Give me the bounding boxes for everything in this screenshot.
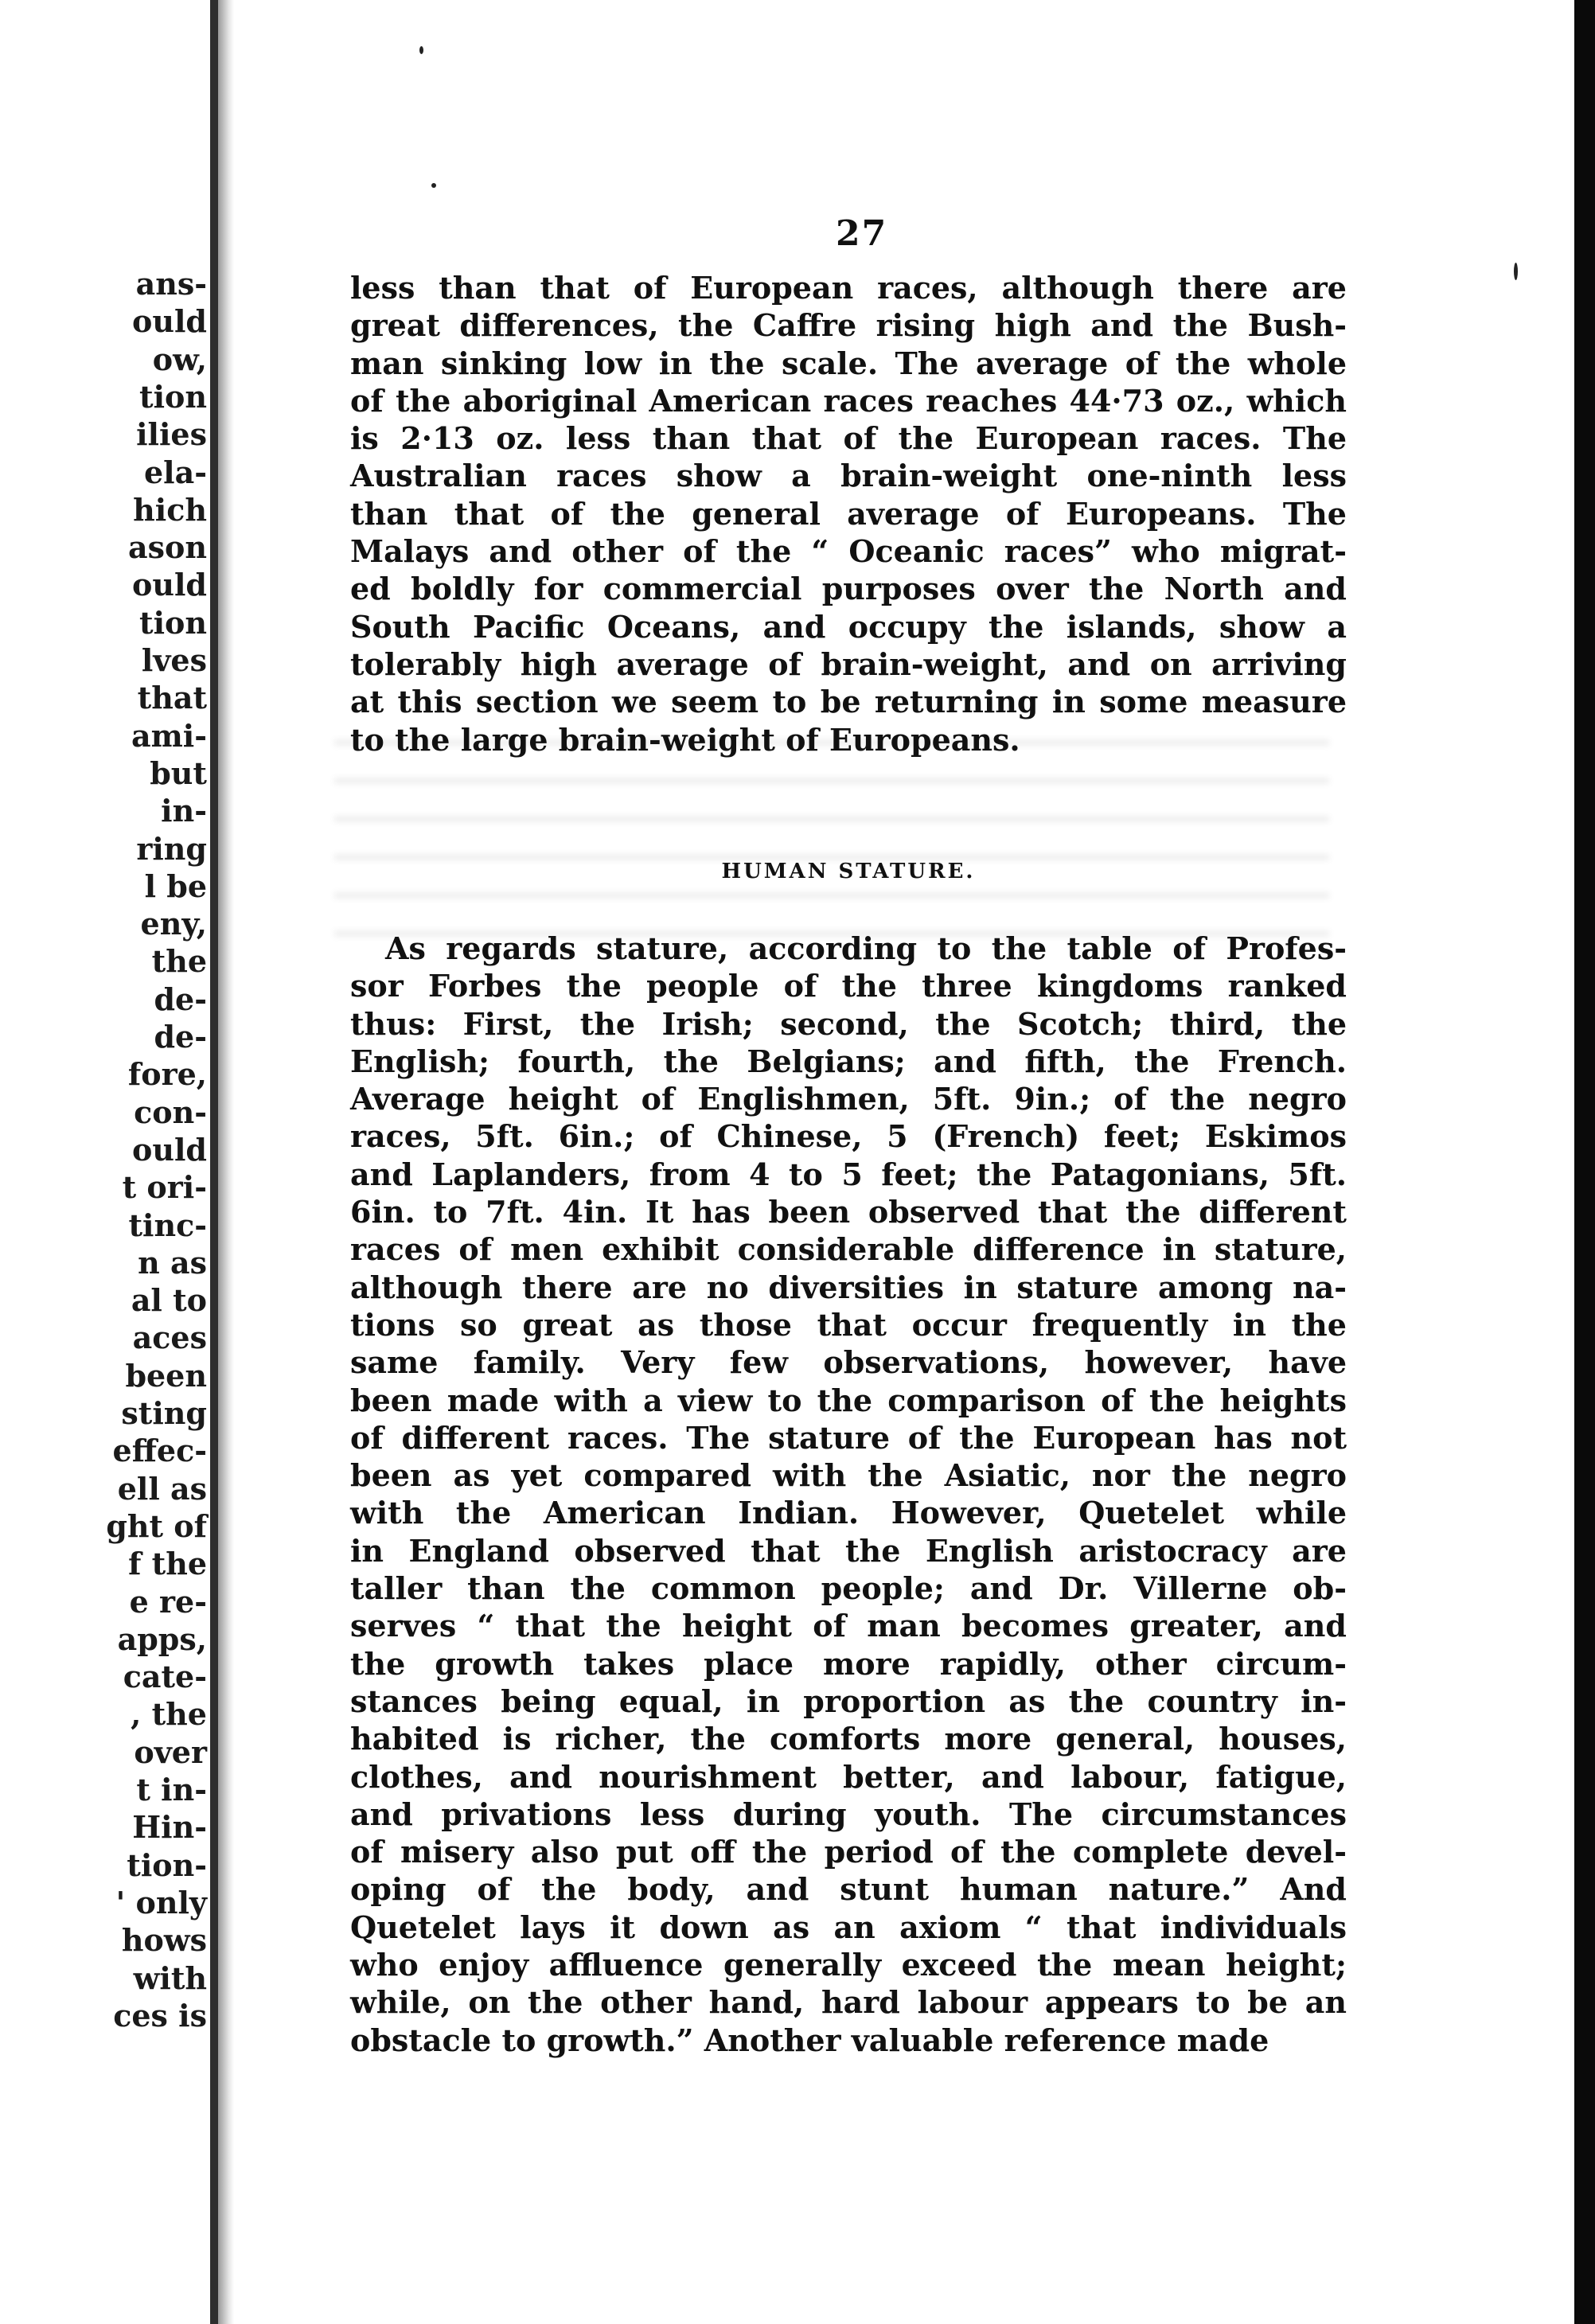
paragraph-brain-weight <box>350 269 1347 758</box>
book-gutter <box>210 0 218 2324</box>
facing-page-line: ow, <box>152 341 207 377</box>
facing-page-line: lves <box>141 642 207 678</box>
gutter-shading <box>218 0 234 2324</box>
facing-page-line: aces <box>132 1320 207 1356</box>
facing-page-line: hows <box>121 1922 207 1959</box>
text-line: than that of the general average of Europeans. The <box>350 495 1347 532</box>
text-line: less than that of European races, although there are <box>350 270 1347 306</box>
facing-page-line: hich <box>133 491 207 528</box>
text-line: taller than the common people; and Dr. Villerne ob- <box>350 1570 1347 1607</box>
facing-page-line: con- <box>134 1094 207 1130</box>
facing-page-line: ring <box>136 830 207 867</box>
text-line: in England observed that the English aristocracy are <box>350 1532 1347 1569</box>
facing-page-line: ami- <box>131 717 207 754</box>
text-line: is 2·13 oz. less than that of the European races. The <box>350 420 1347 457</box>
facing-page-line: al to <box>131 1282 207 1319</box>
facing-page-line: tinc- <box>128 1207 207 1243</box>
facing-page-line: over <box>134 1733 207 1770</box>
text-line: at this section we seem to be returning in some measure <box>350 684 1347 720</box>
text-line: great differences, the Caffre rising high and the Bush- <box>350 307 1347 344</box>
facing-page-fragment <box>0 0 210 2324</box>
text-line: obstacle to growth.” Another valuable reference made <box>350 2022 1269 2058</box>
facing-page-line: t ori- <box>122 1169 207 1206</box>
facing-page-line: Hin- <box>132 1809 207 1846</box>
text-line: man sinking low in the scale. The average of the whole <box>350 345 1347 381</box>
text-line: been made with a view to the comparison of the heights <box>350 1382 1347 1418</box>
page-number: 27 <box>836 213 888 254</box>
page-body <box>350 269 1347 2058</box>
facing-page-line: de- <box>154 981 207 1017</box>
facing-page-line: ason <box>128 529 207 566</box>
facing-page-line: tion- <box>127 1846 207 1883</box>
text-line: Australian races show a brain-weight one-ninth less <box>350 458 1347 494</box>
text-line: races of men exhibit considerable difference in stature, <box>350 1231 1347 1268</box>
text-line: same family. Very few observations, however, have <box>350 1344 1347 1381</box>
text-line: stances being equal, in proportion as the country in- <box>350 1683 1347 1719</box>
facing-page-line: tion <box>139 604 207 641</box>
text-line: of different races. The stature of the European has not <box>350 1419 1347 1456</box>
text-line: serves “ that the height of man becomes greater, and <box>350 1608 1347 1644</box>
facing-page-line: ' only <box>115 1884 207 1920</box>
text-line: although there are no diversities in stature among na- <box>350 1269 1347 1305</box>
facing-page-line: effec- <box>112 1433 207 1469</box>
facing-page-line: the <box>151 943 207 980</box>
facing-page-line: tion <box>139 378 207 415</box>
facing-page-line: sting <box>121 1395 207 1431</box>
text-line: the growth takes place more rapidly, other circum- <box>350 1645 1347 1682</box>
text-line: South Pacific Oceans, and occupy the islands, show a <box>350 608 1347 645</box>
text-line: and Laplanders, from 4 to 5 feet; the Patagonians, 5ft. <box>350 1156 1347 1192</box>
text-line: of the aboriginal American races reaches 44·73 oz., which <box>350 382 1347 419</box>
text-line: Malays and other of the “ Oceanic races” who migrat- <box>350 533 1347 570</box>
facing-page-line: e re- <box>129 1583 207 1620</box>
facing-page-line: ould <box>132 303 207 340</box>
facing-page-line: l be <box>144 868 207 904</box>
facing-page-line: but <box>150 755 207 791</box>
facing-page-line: ould <box>132 1131 207 1168</box>
text-line: thus: First, the Irish; second, the Scotch; third, the <box>350 1005 1347 1042</box>
facing-page-line: with <box>133 1959 207 1996</box>
text-line: of misery also put off the period of the complete devel- <box>350 1834 1347 1870</box>
text-line: 6in. to 7ft. 4in. It has been observed that the different <box>350 1194 1347 1230</box>
text-line: with the American Indian. However, Quetelet while <box>350 1495 1347 1531</box>
facing-page-line: f the <box>128 1546 207 1582</box>
text-line: been as yet compared with the Asiatic, nor the negro <box>350 1457 1347 1494</box>
facing-page-line: ela- <box>143 454 207 490</box>
text-line: to the large brain-weight of Europeans. <box>350 721 1020 758</box>
facing-page-line: ans- <box>135 266 207 302</box>
section-heading: HUMAN STATURE. <box>721 860 976 883</box>
facing-page-line: been <box>125 1357 207 1394</box>
text-line: races, 5ft. 6in.; of Chinese, 5 (French) feet; Eskimos <box>350 1118 1347 1155</box>
text-line: clothes, and nourishment better, and labour, fatigue, <box>350 1758 1347 1795</box>
facing-page-line: t in- <box>136 1772 207 1807</box>
facing-page-line: eny, <box>140 906 207 942</box>
text-line: oping of the body, and stunt human nature.” And <box>350 1871 1347 1908</box>
facing-page-line: ell as <box>117 1470 207 1507</box>
dust-speck <box>419 46 423 54</box>
dust-speck <box>431 183 436 188</box>
text-line: As regards stature, according to the table of Profes- <box>385 930 1347 966</box>
facing-page-line: de- <box>154 1019 207 1055</box>
text-line: ed boldly for commercial purposes over the North and <box>350 571 1347 607</box>
text-line: and privations less during youth. The circumstances <box>350 1796 1347 1832</box>
dust-speck <box>1514 263 1518 280</box>
facing-page-line: n as <box>138 1244 207 1281</box>
text-line: habited is richer, the comforts more general, houses, <box>350 1721 1347 1757</box>
paragraph-human-stature <box>350 930 1347 2059</box>
text-line: who enjoy affluence generally exceed the mean height; <box>350 1947 1347 1983</box>
text-line: while, on the other hand, hard labour appears to be an <box>350 1984 1347 2021</box>
facing-page-line: ces is <box>113 1997 207 2034</box>
facing-page-line: apps, <box>117 1620 207 1657</box>
text-line: tolerably high average of brain-weight, and on arriving <box>350 645 1347 682</box>
facing-page-line: in- <box>161 793 207 829</box>
facing-page-line: cate- <box>123 1659 207 1695</box>
text-line: English; fourth, the Belgians; and fifth, the French. <box>350 1043 1347 1079</box>
facing-page-line: that <box>137 680 207 716</box>
facing-page-line: , the <box>131 1696 207 1733</box>
text-line: tions so great as those that occur frequently in the <box>350 1306 1347 1343</box>
facing-page-line: ould <box>132 567 207 603</box>
text-line: Quetelet lays it down as an axiom “ that individuals <box>350 1909 1347 1945</box>
facing-page-line: fore, <box>127 1056 207 1093</box>
facing-page-line: ilies <box>136 416 207 453</box>
text-line: Average height of Englishmen, 5ft. 9in.; of the negro <box>350 1081 1347 1117</box>
text-line: sor Forbes the people of the three kingdoms ranked <box>350 968 1347 1004</box>
scan-edge <box>1574 0 1595 2324</box>
facing-page-line: ght of <box>106 1507 207 1544</box>
